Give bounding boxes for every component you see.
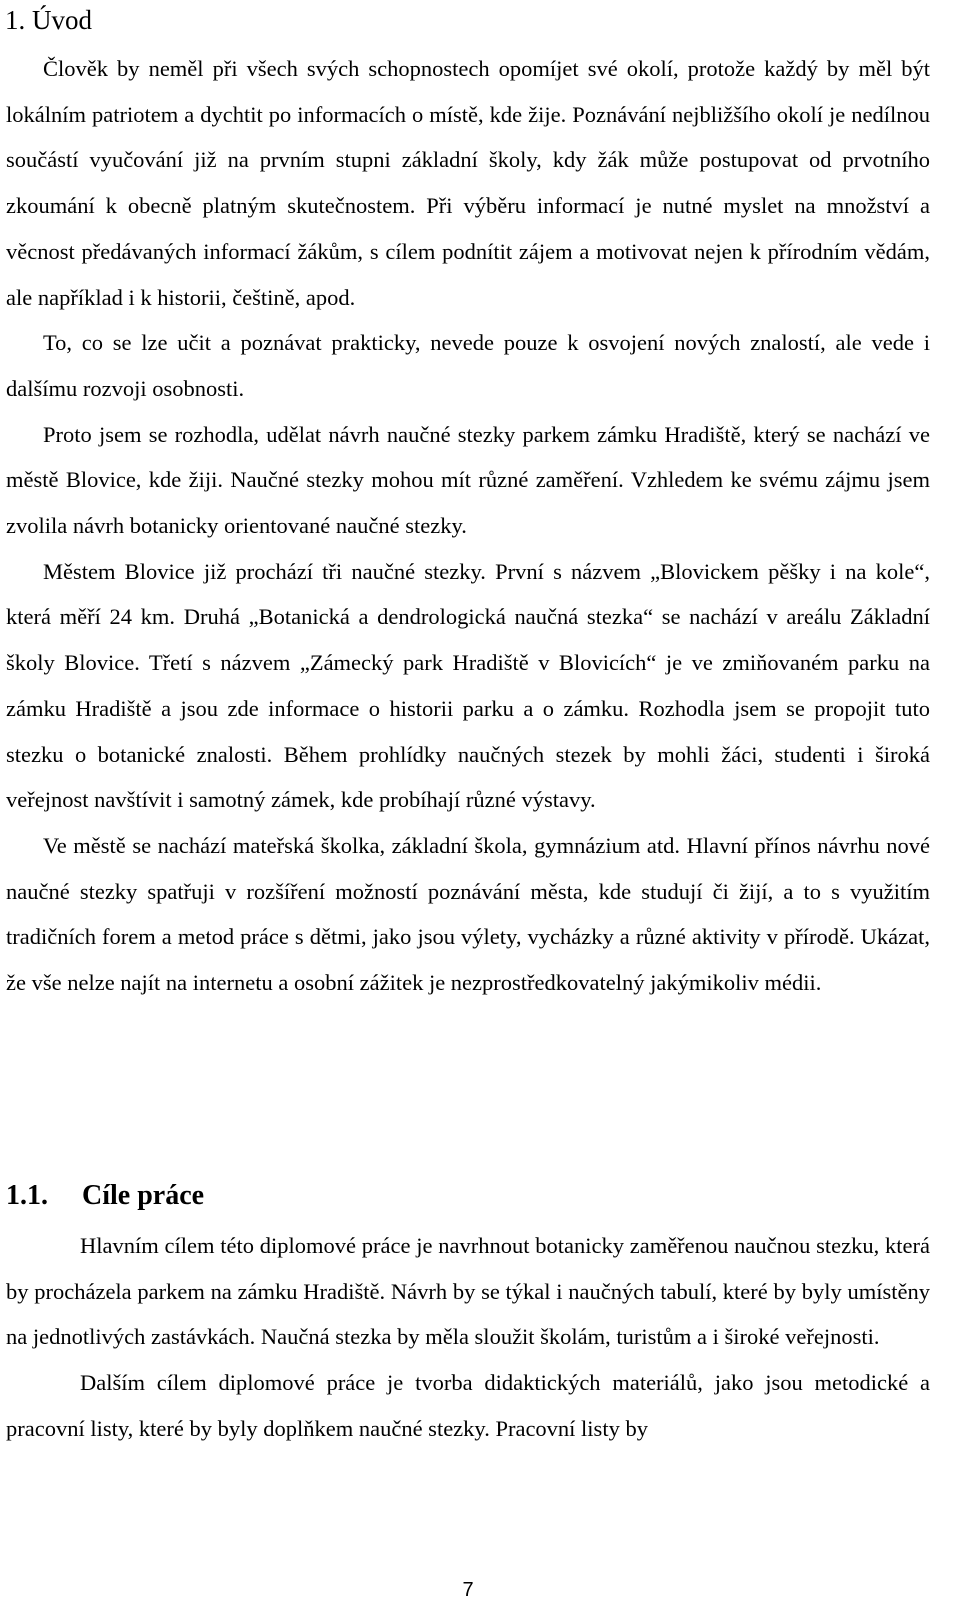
paragraph: Proto jsem se rozhodla, udělat návrh naučné stezky parkem zámku Hradiště, který se nachází ve městě Blovice, kde žiji. Naučné stezky mohou mít různé zaměření. Vzhledem ke svému zájmu jsem zvolila návrh botanicky orientované naučné stezky. [6,421,930,539]
section-heading [6,1176,204,1216]
section-title: Cíle práce [82,1180,205,1211]
paragraph: Městem Blovice již prochází tři naučné stezky. První s názvem „Blovickem pěšky i na kole“, která měří 24 km. Druhá „Botanická a dendrologická naučná stezka“ se nachází v areálu Základní školy Blovice. Třetí s názvem „Zámecký park Hradiště v Blovicích“ je ve zmiňovaném parku na zámku Hradiště a jsou zde informace o historii parku a o zámku. Rozhodla jsem se propojit tuto stezku o botanické znalosti. Během prohlídky naučných stezek by mohli žáci, studenti i široká veřejnost navštívit i samotný zámek, kde probíhají různé výstavy. [6,558,930,813]
paragraph: Člověk by neměl při všech svých schopnostech opomíjet své okolí, protože každý by měl být lokálním patriotem a dychtit po informacích o místě, kde žije. Poznávání nejbližšího okolí je nedílnou součástí vyučování již na prvním stupni základní školy, kdy žák může postupovat od prvotního zkoumání k obecně platným skutečnostem. Při výběru informací je nutné myslet na množství a věcnost předávaných informací žákům, s cílem podnítit zájem a motivovat nejen k přírodním vědám, ale například i k historii, češtině, apod. [6,56,930,310]
paragraph: Ve městě se nachází mateřská školka, základní škola, gymnázium atd. Hlavní přínos návrhu nové naučné stezky spatřuji v rozšíření možností poznávání města, kde studují či žijí, a to s využitím tradičních forem a metod práce s dětmi, jako jsou výlety, vycházky a různé aktivity v přírodě. Ukázat, že vše nelze najít na internetu a osobní zážitek je nezprostředkovatelný jakýmikoliv médii. [6,832,930,996]
chapter-title: Úvod [32,5,92,35]
paragraph: Dalším cílem diplomové práce je tvorba didaktických materiálů, jako jsou metodické a pracovní listy, které by byly doplňkem naučné stezky. Pracovní listy by [6,1370,930,1441]
paragraph: To, co se lze učit a poznávat prakticky, nevede pouze k osvojení nových znalostí, ale vede i dalšímu rozvoji osobnosti. [6,330,930,401]
paragraph: Hlavním cílem této diplomové práce je navrhnout botanicky zaměřenou naučnou stezku, která by procházela parkem na zámku Hradiště. Návrh by se týkal i naučných tabulí, které by byly umístěny na jednotlivých zastávkách. Naučná stezka by měla sloužit školám, turistům a i široké veřejnosti. [6,1233,930,1350]
section-number: 1.1. [6,1180,48,1211]
goals-section [6,1223,930,1452]
chapter-number: 1. [5,5,26,35]
intro-section [6,46,930,1006]
chapter-heading [5,0,92,40]
page-number: 7 [462,1579,474,1601]
